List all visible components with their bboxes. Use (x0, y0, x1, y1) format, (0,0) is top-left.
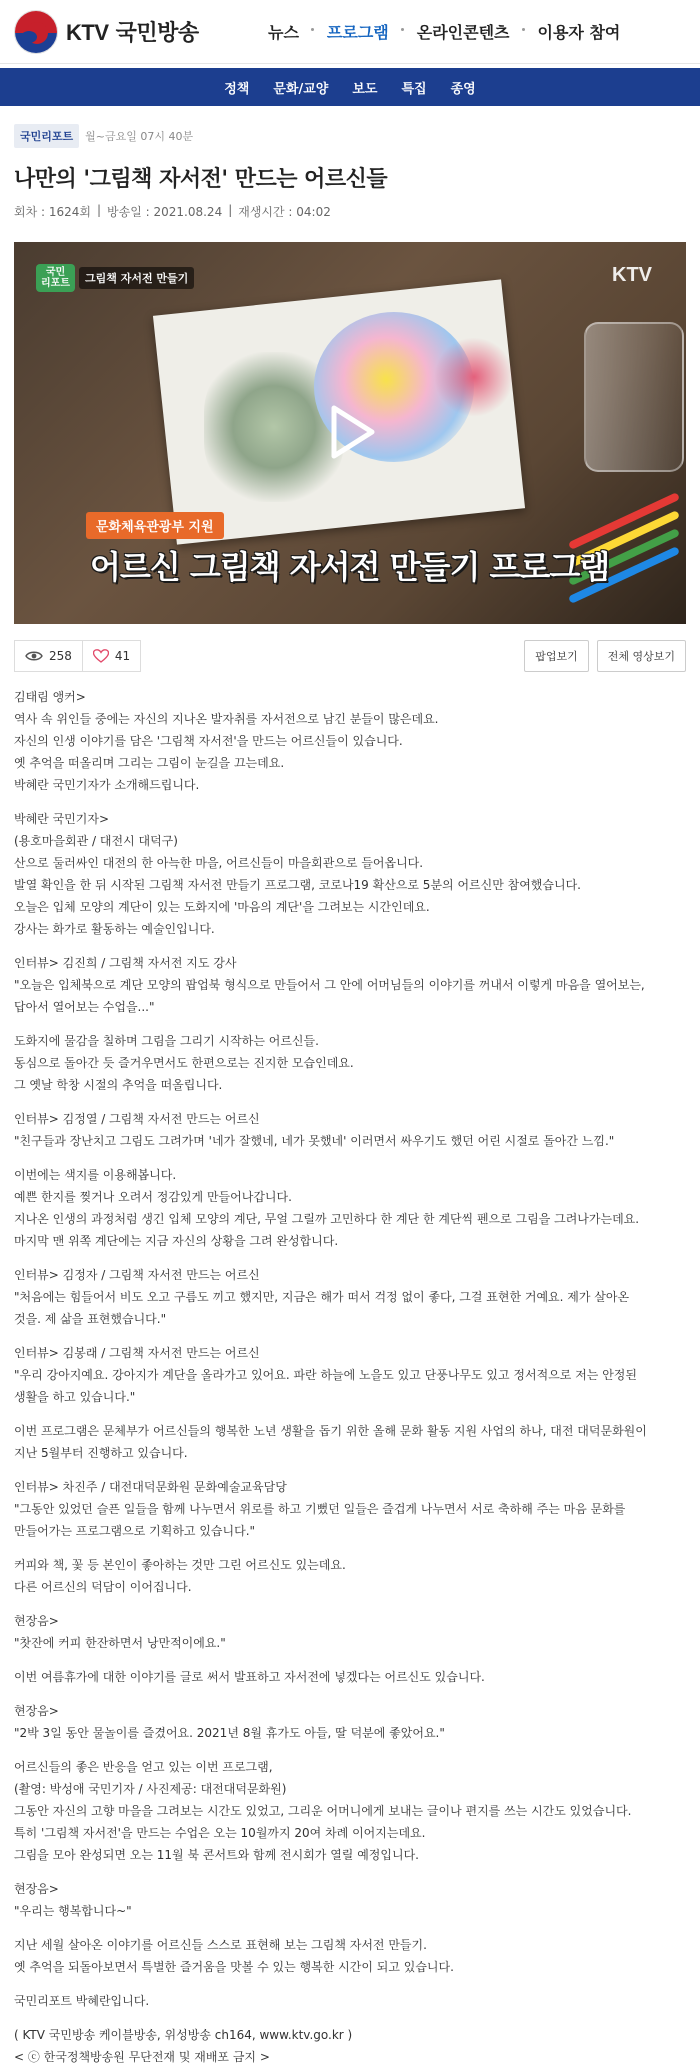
program-badge[interactable]: 국민리포트 (14, 124, 79, 148)
video-jar (584, 322, 684, 472)
article-line: 지나온 인생의 과정처럼 생긴 입체 모양의 계단, 무얼 그릴까 고민하다 한 계단 한 계단씩 펜으로 그림을 그려나가는데요. (14, 1212, 640, 1226)
episode-airdate: 방송일 : 2021.08.24 (107, 205, 223, 219)
action-row (14, 640, 686, 672)
article-line: 마지막 맨 위쪽 계단에는 지금 자신의 상황을 그려 완성합니다. (14, 1234, 339, 1248)
article-paragraph (14, 1264, 686, 1330)
nav-news[interactable]: 뉴스 (268, 23, 299, 42)
article-line: 답아서 열어보는 수업을..." (14, 1000, 155, 1014)
article-line: 현장음> (14, 1882, 59, 1896)
sub-nav (0, 68, 700, 106)
logo-text (66, 16, 199, 47)
article-paragraph (14, 1476, 686, 1542)
article-line: "오늘은 입체북으로 계단 모양의 팝업북 형식으로 만들어서 그 안에 어머님들의 이야기를 꺼내서 이렇게 마음을 열어보는, (14, 978, 645, 992)
article-line: 이번 여름휴가에 대한 이야기를 글로 써서 발표하고 자서전에 넣겠다는 어르신도 있습니다. (14, 1670, 485, 1684)
article-line: 박혜란 국민기자> (14, 812, 110, 826)
episode-info (14, 203, 686, 220)
article-line: 역사 속 위인들 중에는 자신의 지나온 발자취를 자서전으로 남긴 분들이 많은데요. (14, 712, 439, 726)
subnav-special[interactable]: 특집 (401, 81, 427, 97)
article-paragraph (14, 1756, 686, 1866)
article-line: 강사는 화가로 활동하는 예술인입니다. (14, 922, 215, 936)
article-line: "우리는 행복합니다~" (14, 1904, 132, 1918)
article-line: 인터뷰> 김진희 / 그림책 자서전 지도 강사 (14, 956, 237, 970)
video-paint-pink (434, 337, 514, 417)
nav-online-content-label: 온라인콘텐츠 (416, 23, 510, 42)
article-paragraph (14, 1554, 686, 1598)
article-line: 김태림 앵커> (14, 690, 86, 704)
article-line: 그 옛날 학창 시절의 추억을 떠올립니다. (14, 1078, 223, 1092)
page-title: 나만의 '그림책 자서전' 만드는 어르신들 (14, 167, 388, 192)
article-line: "처음에는 힘들어서 비도 오고 구름도 끼고 했지만, 지금은 해가 떠서 걱정 없이 좋다, 그걸 표현한 거예요. 제가 살아온 (14, 1290, 630, 1304)
article-paragraph (14, 1108, 686, 1152)
episode-separator: | (228, 203, 233, 217)
logo-brand: KTV (66, 20, 109, 45)
view-count (14, 640, 83, 672)
article-paragraph (14, 686, 686, 796)
article-line: 옛 추억을 떠올리며 그리는 그림이 눈길을 끄는데요. (14, 756, 285, 770)
episode-separator: | (97, 203, 102, 217)
video-player[interactable] (14, 242, 686, 624)
video-corner-logo (36, 264, 75, 292)
subnav-policy[interactable]: 정책 (224, 81, 250, 97)
nav-program-label: 프로그램 (326, 23, 389, 42)
article-line: 인터뷰> 차진주 / 대전대덕문화원 문화예술교육담당 (14, 1480, 287, 1494)
article-paragraph (14, 1342, 686, 1408)
article-paragraph (14, 952, 686, 1018)
eye-icon (25, 650, 43, 662)
article-paragraph (14, 1990, 686, 2012)
subnav-ended[interactable]: 종영 (450, 81, 476, 97)
site-header (0, 0, 700, 64)
article-line: 것을. 제 삶을 표현했습니다." (14, 1312, 167, 1326)
article-body (14, 686, 686, 2012)
popup-button[interactable]: 팝업보기 (524, 640, 589, 672)
like-button[interactable] (83, 640, 141, 672)
article-line: 자신의 인생 이야기를 담은 '그림책 자서전'을 만드는 어르신들이 있습니다. (14, 734, 403, 748)
program-schedule: 월~금요일 07시 40분 (85, 130, 194, 143)
article-line: (촬영: 박성애 국민기자 / 사진제공: 대전대덕문화원) (14, 1782, 287, 1796)
article-paragraph (14, 1420, 686, 1464)
article-paragraph (14, 1030, 686, 1096)
article-line: 이번에는 색지를 이용해봅니다. (14, 1168, 177, 1182)
article-line: "2박 3일 동안 물놀이를 즐겼어요. 2021년 8월 휴가도 아들, 딸 덕분에 좋았어요." (14, 1726, 445, 1740)
article-line: "친구들과 장난치고 그림도 그려가며 '네가 잘했네, 네가 못했네' 이러면서 싸우기도 했던 어린 시절로 돌아간 느낌." (14, 1134, 615, 1148)
article-line: 커피와 책, 꽃 등 본인이 좋아하는 것만 그린 어르신도 있는데요. (14, 1558, 346, 1572)
article-line: 만들어가는 프로그램으로 기획하고 있습니다." (14, 1524, 256, 1538)
article-line: "그동안 있었던 슬픈 일들을 함께 나누면서 위로를 하고 기뻤던 일들은 즐겁게 나누면서 서로 축하해 주는 마음 문화를 (14, 1502, 626, 1516)
heart-icon (93, 649, 109, 663)
article-line: 그림을 모아 완성되면 오는 11월 북 콘서트와 함께 전시회가 열릴 예정입니다. (14, 1848, 419, 1862)
video-sponsor: 문화체육관광부 지원 (86, 512, 224, 539)
main-nav (254, 20, 634, 43)
all-videos-button[interactable]: 전체 영상보기 (597, 640, 686, 672)
video-channel-mark: KTV (612, 264, 652, 286)
nav-separator-dot (522, 28, 525, 31)
article-paragraph (14, 1666, 686, 1688)
article-paragraph (14, 808, 686, 940)
episode-number: 회차 : 1624회 (14, 205, 91, 219)
article-line: 발열 확인을 한 뒤 시작된 그림책 자서전 만들기 프로그램, 코로나19 확산으로 5분의 어르신만 참여했습니다. (14, 878, 581, 892)
video-corner-title: 그림책 자서전 만들기 (79, 267, 194, 289)
article-line: 산으로 둘러싸인 대전의 한 아늑한 마을, 어르신들이 마을회관으로 들어옵니다. (14, 856, 424, 870)
article-line: 지난 세월 살아온 이야기를 어르신들 스스로 표현해 보는 그림책 자서전 만들기. (14, 1938, 427, 1952)
article-line: "우리 강아지예요. 강아지가 계단을 올라가고 있어요. 파란 하늘에 노을도 있고 단풍나무도 있고 정서적으로 저는 안정된 (14, 1368, 637, 1382)
nav-separator-dot (401, 28, 404, 31)
video-corner-logo-line2: 리포트 (41, 278, 70, 289)
subnav-report[interactable]: 보도 (352, 81, 378, 97)
video-caption: 어르신 그림책 자서전 만들기 프로그램 (90, 548, 610, 586)
like-count-value: 41 (114, 649, 131, 663)
article-line: 특히 '그림책 자서전'을 만드는 수업은 오는 10월까지 20여 차례 이어지는데요. (14, 1826, 426, 1840)
article-line: 예쁜 한지를 찢거나 오려서 정감있게 만들어나갑니다. (14, 1190, 292, 1204)
program-row (14, 124, 686, 148)
article-paragraph (14, 1164, 686, 1252)
article-paragraph (14, 1700, 686, 1744)
article-line: 다른 어르신의 덕담이 이어집니다. (14, 1580, 192, 1594)
article-paragraph (14, 1934, 686, 1978)
article-line: 인터뷰> 김정자 / 그림책 자서전 만드는 어르신 (14, 1268, 260, 1282)
logo-name: 국민방송 (115, 21, 199, 46)
article-line: 현장음> (14, 1614, 59, 1628)
nav-separator-dot (311, 28, 314, 31)
article-line: 인터뷰> 김봉래 / 그림책 자서전 만드는 어르신 (14, 1346, 260, 1360)
article-footer (14, 2024, 686, 2068)
article-line: "찻잔에 커피 한잔하면서 낭만적이에요." (14, 1636, 226, 1650)
video-corner (36, 264, 194, 292)
article-line: 국민리포트 박혜란입니다. (14, 1994, 150, 2008)
content (0, 124, 700, 2068)
nav-program[interactable] (313, 20, 403, 43)
article-line: 그동안 자신의 고향 마을을 그려보는 시간도 있었고, 그리운 어머니에게 보내는 글이나 편지를 쓰는 시간도 있었습니다. (14, 1804, 632, 1818)
article-line: 어르신들의 좋은 반응을 얻고 있는 이번 프로그램, (14, 1760, 273, 1774)
article-paragraph (14, 1610, 686, 1654)
nav-online-content[interactable] (403, 20, 524, 43)
article-line: 생활을 하고 있습니다." (14, 1390, 136, 1404)
article-line: (용호마을회관 / 대전시 대덕구) (14, 834, 178, 848)
article-line: 오늘은 입체 모양의 계단이 있는 도화지에 '마음의 계단'을 그려보는 시간인데요. (14, 900, 430, 914)
nav-user-participation[interactable] (524, 20, 635, 43)
subnav-culture[interactable]: 문화/교양 (273, 81, 329, 97)
play-icon[interactable] (320, 402, 380, 462)
article-paragraph (14, 1878, 686, 1922)
article-line: 옛 추억을 되돌아보면서 특별한 즐거움을 맛볼 수 있는 행복한 시간이 되고 있습니다. (14, 1960, 454, 1974)
article-line: 이번 프로그램은 문체부가 어르신들의 행복한 노년 생활을 돕기 위한 올해 문화 활동 지원 사업의 하나, 대전 대덕문화원이 (14, 1424, 647, 1438)
article-line: 현장음> (14, 1704, 59, 1718)
video-corner-logo-line1: 국민 (45, 267, 66, 278)
view-count-value: 258 (49, 649, 72, 663)
taegeuk-logo-icon (14, 10, 58, 54)
article-line: 지난 5월부터 진행하고 있습니다. (14, 1446, 188, 1460)
nav-user-participation-label: 이용자 참여 (537, 23, 621, 42)
article-line: 도화지에 물감을 칠하며 그림을 그리기 시작하는 어르신들. (14, 1034, 319, 1048)
article-line: 동심으로 돌아간 듯 즐거우면서도 한편으로는 진지한 모습인데요. (14, 1056, 354, 1070)
article-line: 인터뷰> 김정열 / 그림책 자서전 만드는 어르신 (14, 1112, 260, 1126)
article-line: 박혜란 국민기자가 소개해드립니다. (14, 778, 200, 792)
footer-copyright: < ⓒ 한국정책방송원 무단전재 및 재배포 금지 > (14, 2050, 270, 2064)
footer-source: ( KTV 국민방송 케이블방송, 위성방송 ch164, www.ktv.go.kr ) (14, 2028, 353, 2042)
ktv-logo[interactable] (14, 10, 244, 54)
episode-runtime: 재생시간 : 04:02 (238, 205, 331, 219)
